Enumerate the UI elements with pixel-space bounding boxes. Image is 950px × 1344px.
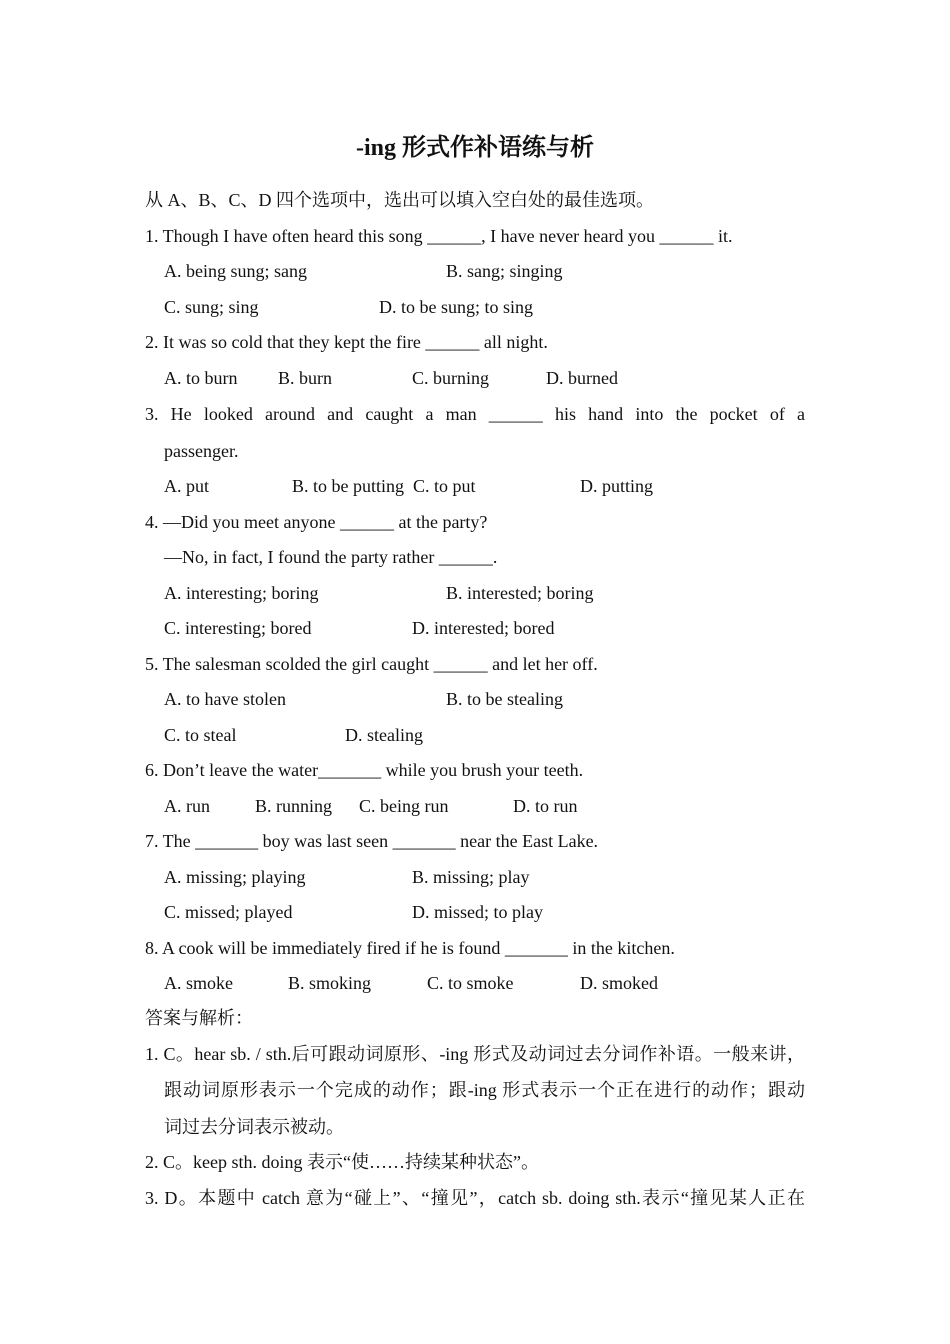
q3-option-b: B. to be putting: [292, 476, 404, 496]
answer-1-line-1: 1. C。hear sb. / sth.后可跟动词原形、-ing 形式及动词过去分词作补语。一般来讲，: [145, 1044, 805, 1064]
answer-3-line-1: 3. D。本题中 catch 意为“碰上”、“撞见”，catch sb. doing sth.表示“撞见某人正在: [145, 1188, 805, 1208]
q2-option-b: B. burn: [278, 368, 332, 388]
q4-option-a: A. interesting; boring: [164, 583, 319, 603]
q1-option-a: A. being sung; sang: [164, 261, 307, 281]
q7-option-a: A. missing; playing: [164, 867, 306, 887]
question-5: 5. The salesman scolded the girl caught ______ and let her off.: [145, 654, 598, 674]
q5-option-a: A. to have stolen: [164, 689, 286, 709]
q1-option-c: C. sung; sing: [164, 297, 259, 317]
question-3-line-2: passenger.: [164, 441, 239, 461]
q2-option-c: C. burning: [412, 368, 490, 388]
q7-option-b: B. missing; play: [412, 867, 530, 887]
answer-2: 2. C。keep sth. doing 表示“使……持续某种状态”。: [145, 1152, 539, 1172]
q7-option-c: C. missed; played: [164, 902, 293, 922]
q3-option-c: C. to put: [413, 476, 476, 496]
document-title: -ing 形式作补语练与析: [355, 135, 594, 161]
q3-option-d: D. putting: [580, 476, 654, 496]
answers-heading: 答案与解析：: [145, 1008, 253, 1028]
instruction: 从 A、B、C、D 四个选项中，选出可以填入空白处的最佳选项。: [145, 190, 655, 210]
q8-option-a: A. smoke: [164, 973, 233, 993]
q4-option-d: D. interested; bored: [412, 618, 555, 638]
q5-option-c: C. to steal: [164, 725, 237, 745]
q3-option-a: A. put: [164, 476, 209, 496]
q6-option-c: C. being run: [359, 796, 449, 816]
question-4-line-2: —No, in fact, I found the party rather ______.: [164, 547, 498, 567]
question-3-line-1: 3. He looked around and caught a man ______ his hand into the pocket of a: [145, 404, 805, 424]
question-1: 1. Though I have often heard this song ______, I have never heard you ______ it.: [145, 226, 733, 246]
answer-1-line-2: 跟动词原形表示一个完成的动作；跟-ing 形式表示一个正在进行的动作；跟动: [164, 1080, 805, 1100]
q6-option-a: A. run: [164, 796, 210, 816]
q2-option-d: D. burned: [546, 368, 618, 388]
question-8: 8. A cook will be immediately fired if he is found _______ in the kitchen.: [145, 938, 675, 958]
q8-option-c: C. to smoke: [427, 973, 514, 993]
q8-option-d: D. smoked: [580, 973, 658, 993]
q1-option-d: D. to be sung; to sing: [379, 297, 534, 317]
question-6: 6. Don’t leave the water_______ while you brush your teeth.: [145, 760, 584, 780]
q6-option-d: D. to run: [513, 796, 578, 816]
q1-option-b: B. sang; singing: [446, 261, 563, 281]
question-7: 7. The _______ boy was last seen _______ near the East Lake.: [145, 831, 599, 851]
q7-option-d: D. missed; to play: [412, 902, 543, 922]
q2-option-a: A. to burn: [164, 368, 238, 388]
q4-option-b: B. interested; boring: [446, 583, 594, 603]
q6-option-b: B. running: [255, 796, 333, 816]
q4-option-c: C. interesting; bored: [164, 618, 312, 638]
q5-option-b: B. to be stealing: [446, 689, 563, 709]
q8-option-b: B. smoking: [288, 973, 372, 993]
question-4-line-1: 4. —Did you meet anyone ______ at the party?: [145, 512, 488, 532]
question-2: 2. It was so cold that they kept the fire ______ all night.: [145, 332, 548, 352]
q5-option-d: D. stealing: [345, 725, 423, 745]
answer-1-line-3: 词过去分词表示被动。: [164, 1117, 344, 1137]
